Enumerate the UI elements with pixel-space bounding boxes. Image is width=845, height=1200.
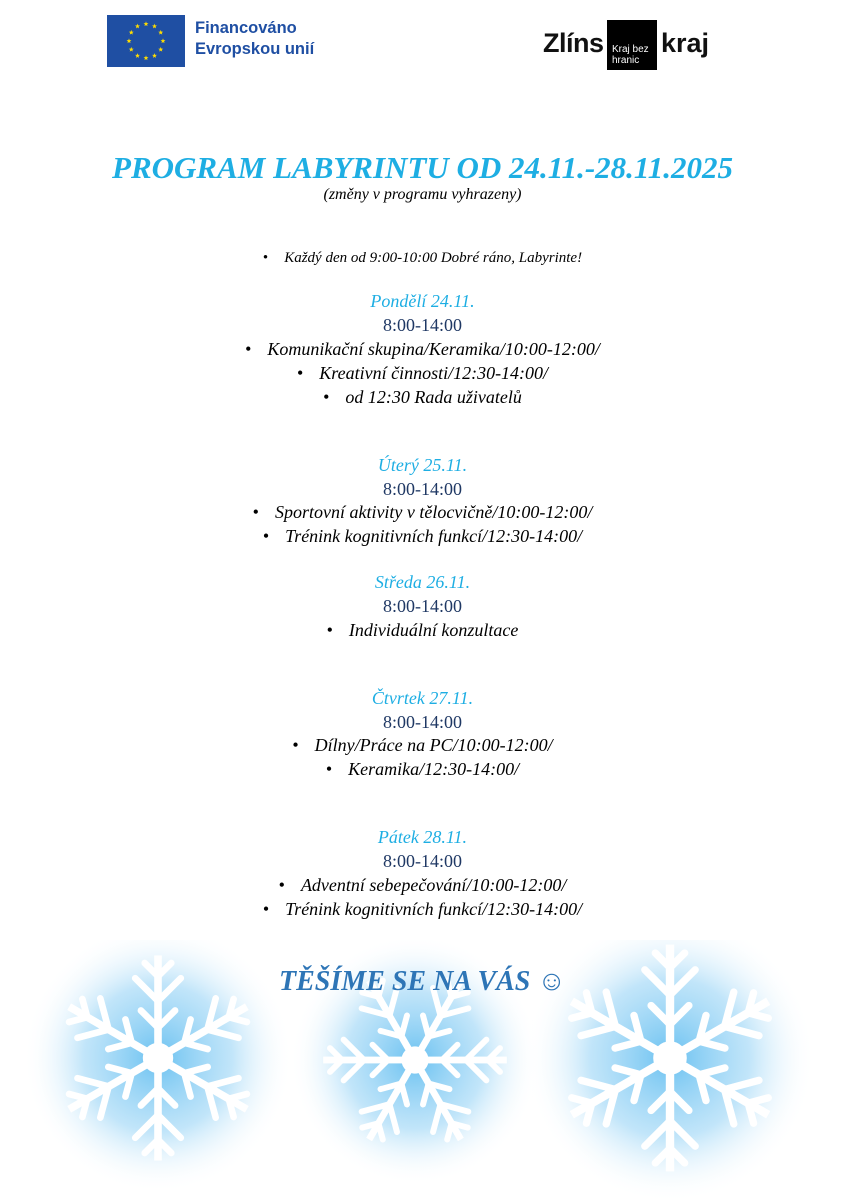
eu-star-icon: [158, 30, 163, 35]
eu-line-2: Evropskou unií: [195, 40, 315, 58]
list-item: [0, 875, 845, 896]
eu-star-icon: [144, 55, 149, 60]
eu-star-icon: [144, 21, 149, 26]
bullet-icon: •: [325, 759, 333, 779]
list-item: [0, 387, 845, 408]
list-item-text: od 12:30 Rada uživatelů: [345, 387, 522, 407]
closing-message: TĚŠÍME SE NA VÁS ☺: [279, 966, 566, 997]
bullet-icon: •: [262, 899, 270, 919]
day-heading-tuesday: Úterý 25.11.: [377, 455, 468, 475]
list-item: [0, 735, 845, 756]
zlin-logo-box-line-1: Kraj bez: [612, 44, 649, 55]
day-time-wednesday: 8:00-14:00: [383, 596, 462, 616]
eu-star-icon: [152, 53, 157, 58]
list-item: [0, 526, 845, 547]
bullet-icon: •: [326, 620, 333, 640]
bullet-icon: •: [245, 339, 252, 359]
day-time-friday: 8:00-14:00: [383, 851, 462, 871]
bullet-icon: •: [262, 250, 269, 266]
list-item: [0, 363, 845, 384]
day-time-monday: 8:00-14:00: [383, 315, 462, 335]
list-item-text: Komunikační skupina/Keramika/10:00-12:00/: [267, 339, 600, 359]
list-item: [0, 899, 845, 920]
day-heading-monday: Pondělí 24.11.: [370, 291, 475, 311]
eu-star-icon: [127, 38, 132, 43]
list-item-text: Trénink kognitivních funkcí/12:30-14:00/: [285, 526, 583, 546]
list-item-text: Individuální konzultace: [348, 620, 519, 640]
list-item-text: Keramika/12:30-14:00/: [348, 759, 520, 779]
zlin-logo-word-1: Zlíns: [543, 28, 604, 58]
eu-star-icon: [129, 47, 134, 52]
bullet-icon: •: [296, 363, 304, 383]
zlin-logo-word-2: kraj: [661, 28, 710, 58]
eu-star-icon: [135, 53, 140, 58]
eu-star-icon: [129, 30, 134, 35]
daily-program: [0, 250, 845, 267]
list-item-text: Adventní sebepečování/10:00-12:00/: [300, 875, 567, 895]
list-item: [0, 502, 845, 523]
day-time-tuesday: 8:00-14:00: [383, 479, 462, 499]
zlin-logo-box: [607, 20, 657, 70]
bullet-icon: •: [252, 502, 259, 522]
eu-stars-icon: [107, 15, 185, 67]
day-time-thursday: 8:00-14:00: [383, 712, 462, 732]
page-subtitle: (změny v programu vyhrazeny): [323, 186, 522, 203]
eu-funding-text: [195, 18, 314, 60]
eu-flag-logo: [107, 15, 185, 67]
list-item-text: Kreativní činnosti/12:30-14:00/: [319, 363, 549, 383]
eu-star-icon: [135, 24, 140, 29]
daily-program-text: Každý den od 9:00-10:00 Dobré ráno, Labyrinte!: [284, 250, 583, 266]
list-item: [0, 620, 845, 641]
list-item-text: Dílny/Práce na PC/10:00-12:00/: [314, 735, 553, 755]
bullet-icon: •: [292, 735, 299, 755]
bullet-icon: •: [262, 526, 270, 546]
eu-line-1: Financováno: [195, 19, 297, 37]
eu-star-icon: [161, 38, 166, 43]
day-heading-wednesday: Středa 26.11.: [374, 572, 471, 592]
page-title: PROGRAM LABYRINTU OD 24.11.-28.11.2025: [112, 150, 733, 185]
bullet-icon: •: [323, 387, 330, 407]
list-item: [0, 759, 845, 780]
eu-star-icon: [158, 47, 163, 52]
bullet-icon: •: [278, 875, 285, 895]
day-heading-friday: Pátek 28.11.: [377, 827, 468, 847]
list-item-text: Sportovní aktivity v tělocvičně/10:00-12:00/: [274, 502, 593, 522]
zlin-logo-box-line-2: hranic: [612, 55, 640, 66]
day-heading-thursday: Čtvrtek 27.11.: [371, 688, 474, 708]
list-item: [0, 339, 845, 360]
list-item-text: Trénink kognitivních funkcí/12:30-14:00/: [285, 899, 583, 919]
eu-star-icon: [152, 24, 157, 29]
